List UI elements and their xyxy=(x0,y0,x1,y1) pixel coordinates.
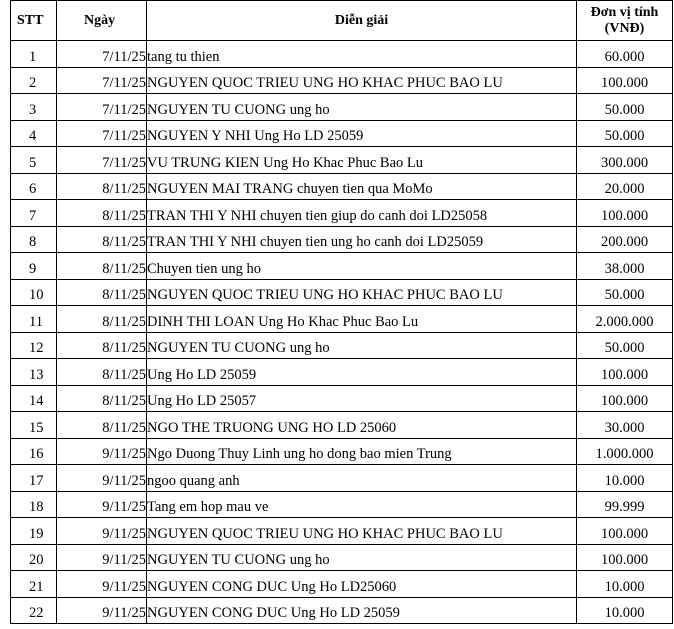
row-amount: 50.000 xyxy=(577,332,673,359)
table-row xyxy=(11,120,673,147)
row-date: 8/11/25 xyxy=(57,332,147,359)
table-row xyxy=(11,438,673,465)
row-stt: 11 xyxy=(11,306,57,333)
table-row xyxy=(11,385,673,412)
row-date: 9/11/25 xyxy=(57,438,147,465)
row-stt: 15 xyxy=(11,412,57,439)
row-amount: 100.000 xyxy=(577,385,673,412)
row-description: Ngo Duong Thuy Linh ung ho dong bao mien Trung xyxy=(147,438,577,465)
row-stt: 8 xyxy=(11,226,57,253)
table-row xyxy=(11,465,673,492)
row-date: 8/11/25 xyxy=(57,279,147,306)
row-amount: 50.000 xyxy=(577,120,673,147)
row-stt: 12 xyxy=(11,332,57,359)
row-description: NGO THE TRUONG UNG HO LD 25060 xyxy=(147,412,577,439)
row-date: 9/11/25 xyxy=(57,544,147,571)
row-amount: 2.000.000 xyxy=(577,306,673,333)
row-date: 9/11/25 xyxy=(57,491,147,518)
row-description: Ung Ho LD 25059 xyxy=(147,359,577,386)
row-stt: 2 xyxy=(11,67,57,94)
table-row xyxy=(11,147,673,174)
row-description: NGUYEN CONG DUC Ung Ho LD 25059 xyxy=(147,597,577,624)
table-row xyxy=(11,94,673,121)
row-description: NGUYEN TU CUONG ung ho xyxy=(147,544,577,571)
header-amount: Đơn vị tính (VNĐ) xyxy=(577,1,673,41)
row-stt: 16 xyxy=(11,438,57,465)
row-date: 9/11/25 xyxy=(57,465,147,492)
row-description: Chuyen tien ung ho xyxy=(147,253,577,280)
table-row xyxy=(11,571,673,598)
table-row xyxy=(11,491,673,518)
table-header-row xyxy=(11,1,673,41)
table-row xyxy=(11,412,673,439)
row-stt: 3 xyxy=(11,94,57,121)
row-stt: 19 xyxy=(11,518,57,545)
row-date: 8/11/25 xyxy=(57,306,147,333)
row-stt: 13 xyxy=(11,359,57,386)
row-amount: 10.000 xyxy=(577,571,673,598)
row-date: 8/11/25 xyxy=(57,200,147,227)
row-description: NGUYEN QUOC TRIEU UNG HO KHAC PHUC BAO LU xyxy=(147,518,577,545)
row-description: NGUYEN Y NHI Ung Ho LD 25059 xyxy=(147,120,577,147)
row-date: 8/11/25 xyxy=(57,359,147,386)
row-stt: 10 xyxy=(11,279,57,306)
row-stt: 14 xyxy=(11,385,57,412)
row-stt: 9 xyxy=(11,253,57,280)
row-description: NGUYEN CONG DUC Ung Ho LD25060 xyxy=(147,571,577,598)
row-amount: 100.000 xyxy=(577,544,673,571)
row-stt: 1 xyxy=(11,41,57,68)
table-row xyxy=(11,67,673,94)
row-description: DINH THI LOAN Ung Ho Khac Phuc Bao Lu xyxy=(147,306,577,333)
row-amount: 10.000 xyxy=(577,597,673,624)
row-date: 8/11/25 xyxy=(57,226,147,253)
row-stt: 5 xyxy=(11,147,57,174)
row-amount: 38.000 xyxy=(577,253,673,280)
row-description: NGUYEN TU CUONG ung ho xyxy=(147,94,577,121)
row-date: 9/11/25 xyxy=(57,597,147,624)
table-body xyxy=(11,41,673,624)
header-description: Diễn giải xyxy=(147,1,577,41)
row-description: tang tu thien xyxy=(147,41,577,68)
row-description: TRAN THI Y NHI chuyen tien ung ho canh doi LD25059 xyxy=(147,226,577,253)
row-stt: 7 xyxy=(11,200,57,227)
row-amount: 1.000.000 xyxy=(577,438,673,465)
table-row xyxy=(11,200,673,227)
row-description: NGUYEN QUOC TRIEU UNG HO KHAC PHUC BAO LU xyxy=(147,279,577,306)
row-amount: 300.000 xyxy=(577,147,673,174)
row-amount: 50.000 xyxy=(577,94,673,121)
row-description: NGUYEN MAI TRANG chuyen tien qua MoMo xyxy=(147,173,577,200)
row-description: NGUYEN QUOC TRIEU UNG HO KHAC PHUC BAO LU xyxy=(147,67,577,94)
row-amount: 100.000 xyxy=(577,518,673,545)
table-row xyxy=(11,173,673,200)
row-stt: 6 xyxy=(11,173,57,200)
row-date: 8/11/25 xyxy=(57,385,147,412)
row-description: Ung Ho LD 25057 xyxy=(147,385,577,412)
row-amount: 100.000 xyxy=(577,200,673,227)
table-row xyxy=(11,332,673,359)
row-date: 7/11/25 xyxy=(57,120,147,147)
table-row xyxy=(11,544,673,571)
donation-table xyxy=(10,0,673,624)
row-amount: 10.000 xyxy=(577,465,673,492)
row-date: 8/11/25 xyxy=(57,412,147,439)
row-date: 9/11/25 xyxy=(57,518,147,545)
row-date: 7/11/25 xyxy=(57,94,147,121)
table-row xyxy=(11,226,673,253)
row-stt: 17 xyxy=(11,465,57,492)
row-stt: 18 xyxy=(11,491,57,518)
table-row xyxy=(11,359,673,386)
row-date: 7/11/25 xyxy=(57,147,147,174)
table-row xyxy=(11,279,673,306)
row-amount: 20.000 xyxy=(577,173,673,200)
row-description: VU TRUNG KIEN Ung Ho Khac Phuc Bao Lu xyxy=(147,147,577,174)
table-row xyxy=(11,41,673,68)
row-date: 8/11/25 xyxy=(57,173,147,200)
row-stt: 22 xyxy=(11,597,57,624)
table-row xyxy=(11,253,673,280)
row-stt: 21 xyxy=(11,571,57,598)
row-description: TRAN THI Y NHI chuyen tien giup do canh doi LD25058 xyxy=(147,200,577,227)
row-amount: 200.000 xyxy=(577,226,673,253)
row-amount: 30.000 xyxy=(577,412,673,439)
row-date: 9/11/25 xyxy=(57,571,147,598)
row-description: ngoo quang anh xyxy=(147,465,577,492)
header-date: Ngày xyxy=(57,1,147,41)
row-date: 8/11/25 xyxy=(57,253,147,280)
table-row xyxy=(11,518,673,545)
row-stt: 20 xyxy=(11,544,57,571)
row-amount: 100.000 xyxy=(577,359,673,386)
row-date: 7/11/25 xyxy=(57,41,147,68)
row-amount: 60.000 xyxy=(577,41,673,68)
table-row xyxy=(11,306,673,333)
table-row xyxy=(11,597,673,624)
header-stt: STT xyxy=(11,1,57,41)
row-description: Tang em hop mau ve xyxy=(147,491,577,518)
row-amount: 100.000 xyxy=(577,67,673,94)
row-stt: 4 xyxy=(11,120,57,147)
row-description: NGUYEN TU CUONG ung ho xyxy=(147,332,577,359)
row-amount: 50.000 xyxy=(577,279,673,306)
row-date: 7/11/25 xyxy=(57,67,147,94)
row-amount: 99.999 xyxy=(577,491,673,518)
